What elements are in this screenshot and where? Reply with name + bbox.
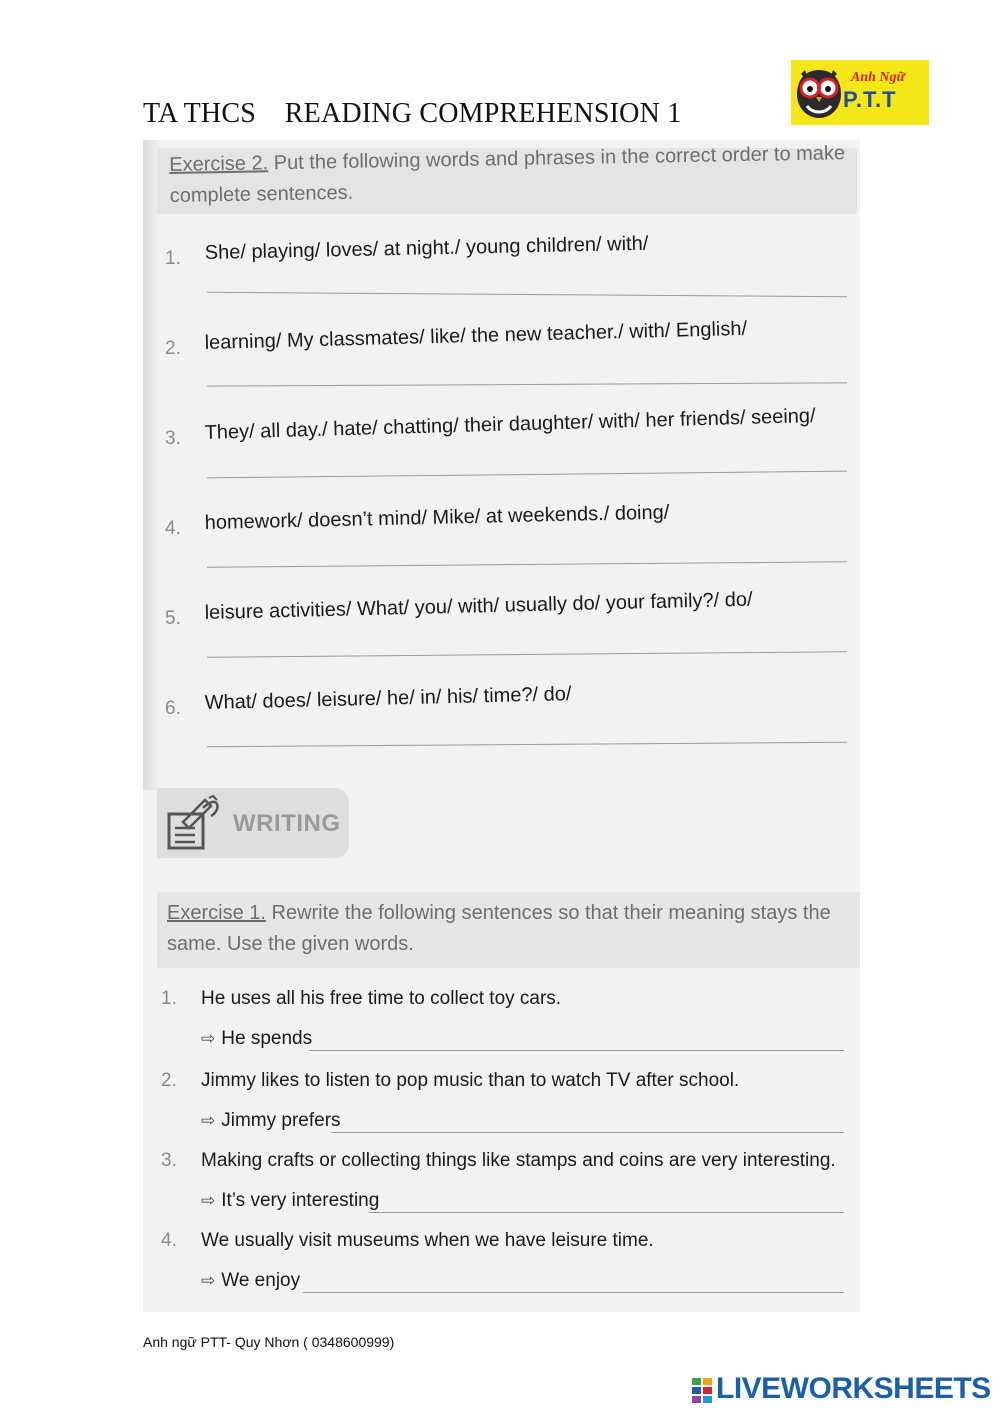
answer-line[interactable] [207, 651, 847, 658]
arrow-icon: ⇨ [201, 1271, 216, 1290]
item-text: homework/ doesn’t mind/ Mike/ at weekends./ doing/ [204, 501, 670, 535]
exercise2-item [143, 588, 860, 680]
prompt-text: He spends [221, 1028, 313, 1049]
answer-line[interactable] [331, 1132, 844, 1133]
answer-line[interactable] [303, 1292, 844, 1293]
answer-prompt [201, 1028, 312, 1050]
item-text: We usually visit museums when we have leisure time. [201, 1230, 654, 1251]
exercise2-instruction: Put the following words and phrases in the correct order to make complete sentences. [169, 142, 846, 207]
exercise2-item [143, 232, 860, 320]
item-number: 2. [165, 338, 181, 359]
answer-line[interactable] [207, 471, 847, 479]
exercise2-heading [169, 138, 870, 212]
page-title: TA THCS READING COMPREHENSION 1 [143, 98, 682, 129]
answer-line[interactable] [207, 742, 847, 747]
item-number: 5. [165, 608, 181, 629]
answer-prompt [201, 1270, 300, 1292]
exercise1-instruction: Rewrite the following sentences so that their meaning stays the same. Use the given words. [167, 902, 831, 955]
logo-text-top: Anh Ngữ [851, 70, 905, 85]
prompt-text: We enjoy [221, 1270, 301, 1291]
item-number: 6. [165, 698, 181, 719]
item-text: Making crafts or collecting things like stamps and coins are very interesting. [201, 1150, 836, 1171]
item-number: 2. [161, 1070, 177, 1091]
exercise2-label: Exercise 2. [169, 152, 269, 176]
exercise1-heading [167, 898, 867, 960]
brand-logo [791, 60, 929, 125]
arrow-icon: ⇨ [201, 1029, 216, 1048]
brand-name: LIVEWORKSHEETS [716, 1372, 991, 1405]
exercise2-item [143, 683, 860, 770]
item-number: 3. [161, 1150, 177, 1171]
answer-prompt [201, 1190, 379, 1212]
exercise2-item [143, 404, 860, 500]
writing-hand-icon [165, 794, 221, 852]
writing-banner [157, 788, 349, 858]
answer-line[interactable] [207, 561, 847, 568]
prompt-text: Jimmy prefers [221, 1110, 341, 1131]
item-text: He uses all his free time to collect toy cars. [201, 988, 562, 1009]
item-number: 4. [165, 518, 181, 539]
exercise2-item [143, 501, 860, 590]
answer-prompt [201, 1110, 341, 1132]
arrow-icon: ⇨ [201, 1111, 216, 1130]
owl-icon [795, 66, 843, 120]
logo-text-bottom: P.T.T [843, 87, 897, 112]
item-text: Jimmy likes to listen to pop music than to watch TV after school. [201, 1070, 740, 1091]
liveworksheets-logo-icon [692, 1378, 712, 1404]
worksheet-scan [143, 140, 860, 1312]
item-number: 1. [161, 988, 177, 1009]
arrow-icon: ⇨ [201, 1191, 216, 1210]
item-number: 1. [165, 248, 181, 269]
exercise2-item [143, 317, 860, 410]
item-text: They/ all day./ hate/ chatting/ their daughter/ with/ her friends/ seeing/ [204, 404, 816, 445]
answer-line[interactable] [309, 1050, 844, 1051]
exercise1-label: Exercise 1. [167, 902, 266, 924]
answer-line[interactable] [207, 382, 847, 386]
prompt-text: It’s very interesting [221, 1190, 380, 1211]
item-number: 4. [161, 1230, 177, 1251]
item-text: leisure activities/ What/ you/ with/ usually do/ your family?/ do/ [204, 588, 753, 625]
writing-section-title: WRITING [233, 810, 341, 837]
item-text: She/ playing/ loves/ at night./ young children/ with/ [204, 232, 649, 265]
footer-credit: Anh ngữ PTT- Quy Nhơn ( 0348600999) [143, 1334, 395, 1350]
answer-line[interactable] [207, 292, 847, 297]
answer-line[interactable] [369, 1212, 844, 1213]
item-number: 3. [165, 428, 181, 449]
item-text: learning/ My classmates/ like/ the new teacher./ with/ English/ [204, 317, 748, 355]
item-text: What/ does/ leisure/ he/ in/ his/ time?/ do/ [204, 683, 572, 715]
